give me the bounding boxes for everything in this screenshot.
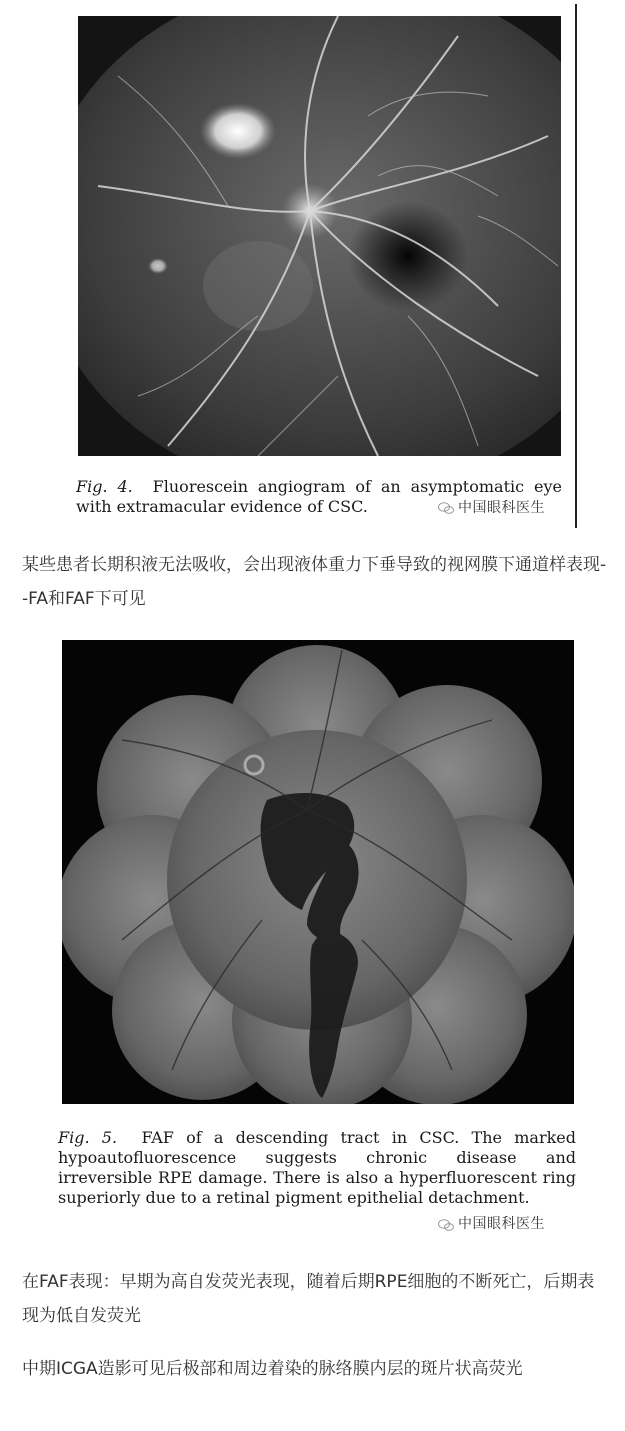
body-paragraph-3: 中期ICGA造影可见后极部和周边着染的脉络膜内层的斑片状高荧光: [22, 1359, 523, 1379]
fundus-angiogram-graphic: [78, 16, 561, 456]
body-paragraph-2: 在FAF表现：早期为高自发荧光表现，随着后期RPE细胞的不断死亡，后期表现为低自发荧光: [22, 1272, 595, 1326]
watermark-text: 中国眼科医生: [458, 1216, 545, 1232]
wechat-icon: [438, 1219, 454, 1231]
fluorescein-angiogram-image: [78, 16, 561, 456]
watermark-text: 中国眼科医生: [458, 500, 545, 516]
wechat-icon: [438, 502, 454, 514]
figure-4-label: Fig. 4.: [76, 477, 133, 496]
figure-5-caption-text: FAF of a descending tract in CSC. The marked hypoautofluorescence suggests chronic disease and irreversible RPE damage. There is also a hyperfluorescent ring superiorly due to a retinal pigment epithelial detachment.: [58, 1128, 576, 1207]
body-paragraph-1: 某些患者长期积液无法吸收，会出现液体重力下垂导致的视网膜下通道样表现--FA和FAF下可见: [22, 555, 607, 609]
figure-5-label: Fig. 5.: [58, 1128, 118, 1147]
figure-5-caption: [58, 1128, 576, 1208]
faf-montage-image: [62, 640, 574, 1104]
figure-4-caption-text: Fluorescein angiogram of an asymptomatic eye with extramacular evidence of CSC.: [76, 477, 563, 516]
fundus-autofluorescence-graphic: [62, 640, 574, 1104]
figure-border-line: [575, 4, 577, 528]
